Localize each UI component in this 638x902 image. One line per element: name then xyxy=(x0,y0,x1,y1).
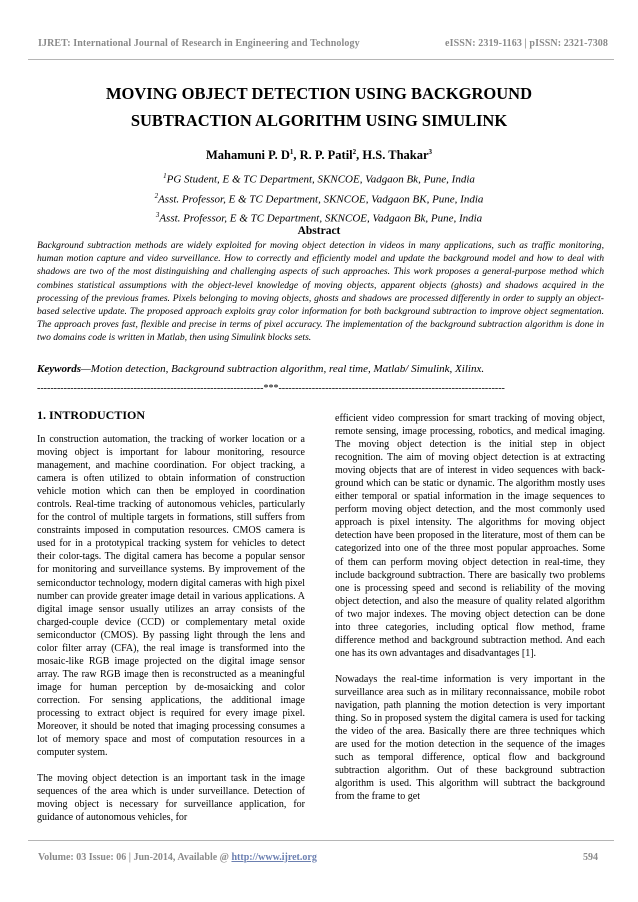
affiliation-3: $^3$Asst. Professor, E & TC Department, SKNCOE, Vadgaon Bk, Pune, India xyxy=(155,211,483,225)
section-heading-introduction: 1. INTRODUCTION xyxy=(37,408,146,422)
left-column xyxy=(37,408,305,837)
journal-name: IJRET: International Journal of Research in Engineering and Technology xyxy=(38,38,360,49)
affiliations xyxy=(0,168,638,227)
title-line-2: SUBTRACTION ALGORITHM USING SIMULINK xyxy=(130,111,508,130)
intro-paragraph-4: Nowadays the real-time information is very important in the surveillance area such as in military reconnaissance, mobile robot navigation, path planning the motion detection is very important thing. So in proposed system the digital camera is used for tacking the video of the area. Basically there are three techniques which are used for the motion detection in the sequence of the images such as temporal difference, optical flow and background subtraction algorithm. Out of these background subtraction algorithm is used. This algorithm will subtract the background from the frame to get xyxy=(335,673,605,803)
affiliation-1: $^1$PG Student, E & TC Department, SKNCOE, Vadgaon Bk, Pune, India xyxy=(163,172,475,186)
affiliation-2: $^2$Asst. Professor, E & TC Department, SKNCOE, Vadgaon BK, Pune, India xyxy=(154,191,484,206)
author-list xyxy=(0,148,638,163)
running-header xyxy=(38,38,608,49)
intro-paragraph-2: The moving object detection is an important task in the image sequences of the area which is under surveillance. Detection of moving object is necessary for surveillance application, for guidance of autonomous vehicles, for xyxy=(37,773,305,824)
header-rule xyxy=(28,59,614,60)
keywords-text: —Motion detection, Background subtraction algorithm, real time, Matlab/ Simulink, Xilinx. xyxy=(81,363,485,375)
footer-rule xyxy=(28,840,614,841)
intro-paragraph-1: In construction automation, the tracking of worker location or a moving object is important for labour monitoring, resource management, and machine coordination. For object tracking, a camera is often utilized to obtain information of construction vehicle motion which can then be employed in coordination controls. Real-time tracking of autonomous vehicles, particularly for the control of multiple targets in formations, still suffers from constraints imposed in computation resources. CMOS camera is used for in a prototypical tracking system for vehicles to detect their color-tags. The digital camera has become a popular sensor for monitoring and surveillance systems. By improvement of the semiconductor technology, modern digital cameras with high pixel number can provide greater image detail in various applications. A digital image sensor usually utilizes an array consists of the charged-couple device (CCD) or complementary metal oxide semiconductor (CMOS). By passing light through the lens and color filter array (CFA), the real image is transformed into the mosaic-like RGB image projected on the digital image sensor array. The raw RGB image then is reconstructed as a meaningful image for human perception by de-mosaicking and color correction. For sensing applications, the additional image processing to extract object is required for every image pixel. Moreover, it should be noted that imaging processing consumes a lot of memory space and most of computation resources in a computer system. xyxy=(37,434,305,759)
author-1: Mahamuni P. $D^1$, xyxy=(205,148,300,163)
issn: eISSN: 2319-1163 | pISSN: 2321-7308 xyxy=(445,38,608,49)
intro-paragraph-3: efficient video compression for smart tracking of moving object, remote sensing, image processing, robotics, and medical imaging. The moving object detection is the initial step in object recognition. The aim of moving object detection is at extracting moving objects that are of interest in video sequences with back-ground which can be static or dynamic. The algorithm mostly uses either temporal or spatial information in the image sequences to perform moving object detection, and the most commonly used approach is pixel intensity. The algorithms for moving object detection have been proposed in the literature, most of them can be categorized into one of the three most popular approaches. Some of them can perform moving object detection in real-time, they include background subtraction. There are basically two problems one is processing speed and second is reliability of the moving object detection, and also the measure of quality related algorithm of two major indexes. The moving object detection can be done into three categories, including optical flow method, frame difference method and background subtraction method. And each one has its own advantages and disadvantages [1]. xyxy=(335,413,605,659)
paper-title xyxy=(40,80,598,134)
running-footer xyxy=(38,852,598,863)
keywords xyxy=(37,363,604,375)
section-separator: --------------------------------------------------------------------***-------------------------------------------------------------------- xyxy=(37,383,505,394)
volume-info: Volume: 03 Issue: 06 | Jun-2014, Available @ http://www.ijret.org xyxy=(38,852,317,863)
keywords-label: Keywords xyxy=(37,363,81,375)
journal-website-link[interactable]: http://www.ijret.org xyxy=(231,852,317,863)
title-line-1: MOVING OBJECT DETECTION USING BACKGROUND xyxy=(105,84,532,103)
right-column xyxy=(335,412,605,816)
page-number: 594 xyxy=(583,852,598,863)
abstract-text: Background subtraction methods are widely exploited for moving object detection in videos in many applications, such as traffic monitoring, human motion capture and video surveillance. How to correctly and efficiently model and update the background model and how to deal with shadows are two of the most distinguishing and challenging aspects of such approaches. This work proposes a general-purpose method which combines statistical assumptions with the object-level knowledge of moving objects, apparent objects (ghosts) and shadows acquired in the processing of the previous frames. Pixels belonging to moving objects, ghosts and shadows are processed differently in order to supply an object-based selective update. The proposed approach exploits gray color information for both background subtraction to improve object segmentation. The approach proves fast, flexible and precise in terms of pixel accuracy. The implementation of the background subtraction algorithm is done in two domains code is written in Matlab, then using Simulink blocks sets. xyxy=(37,240,604,344)
author-2: R. P. Patil$^2$, xyxy=(299,148,363,163)
abstract-heading: Abstract xyxy=(297,225,341,237)
author-3: H.S. Thakar$^3$ xyxy=(362,148,433,163)
